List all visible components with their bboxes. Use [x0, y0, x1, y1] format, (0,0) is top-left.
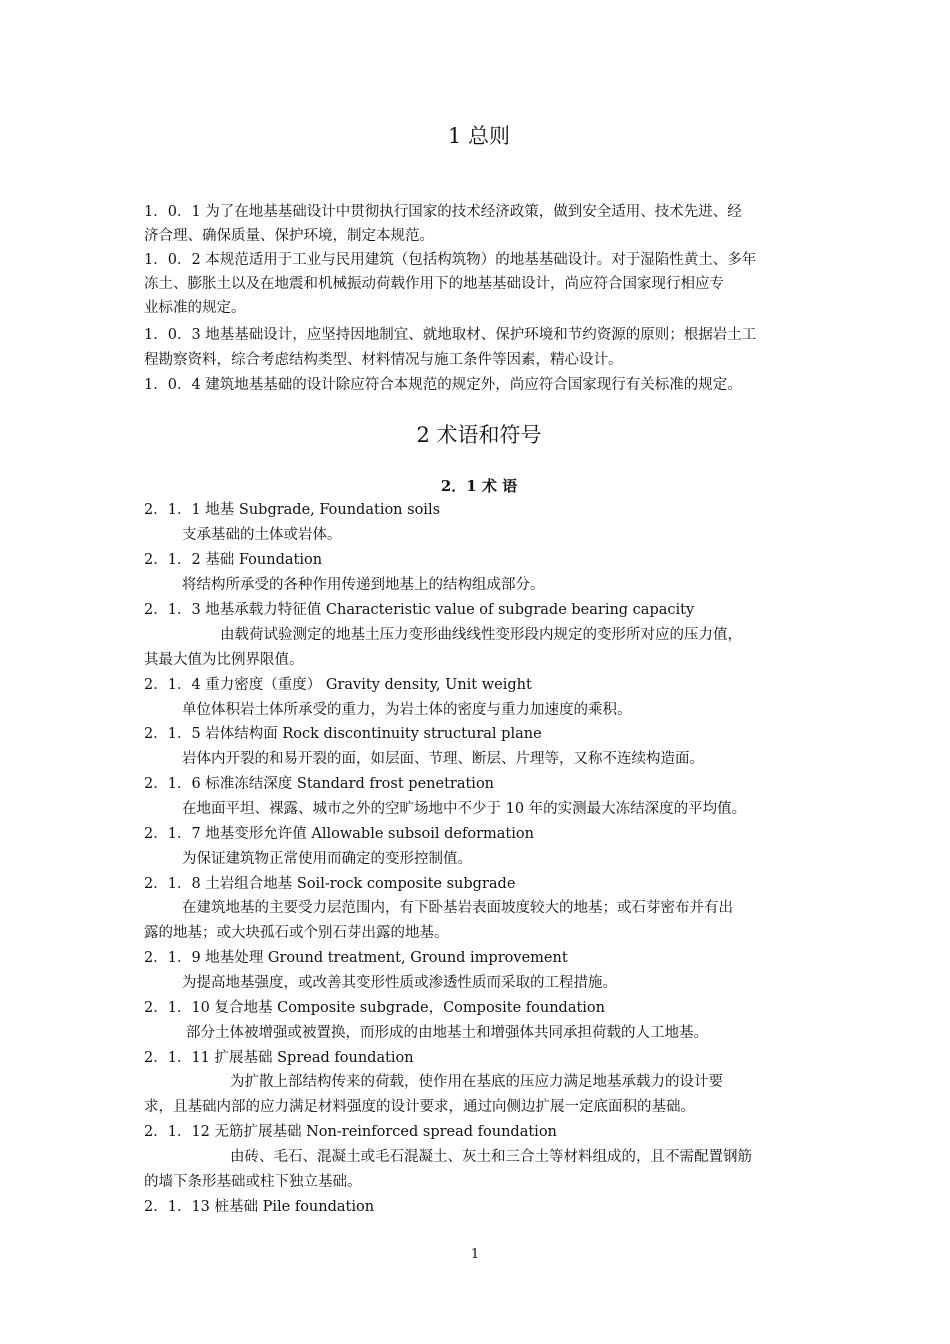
chapter-1-title: 1 总则: [447, 124, 511, 148]
term-2-1-13: 2．1．13 桩基础 Pile foundation: [144, 1199, 375, 1215]
clause-1-0-2-cont: 冻土、膨胀土以及在地震和机械振动荷载作用下的地基基础设计，尚应符合国家现行相应专: [144, 276, 724, 292]
term-2-1-2: 2．1．2 基础 Foundation: [144, 552, 323, 568]
term-2-1-5: 2．1．5 岩体结构面 Rock discontinuity structural plane: [144, 726, 542, 742]
term-2-1-3-def: 由载荷试验测定的地基土压力变形曲线线性变形段内规定的变形所对应的压力值，: [220, 627, 742, 643]
term-2-1-11-def: 为扩散上部结构传来的荷载，使作用在基底的压应力满足地基承载力的设计要: [230, 1074, 723, 1090]
clause-1-0-2-cont2: 业标准的规定。: [144, 300, 246, 316]
term-2-1-7: 2．1．7 地基变形允许值 Allowable subsoil deformation: [144, 826, 534, 842]
clause-1-0-2: 1．0．2 本规范适用于工业与民用建筑（包括构筑物）的地基基础设计。对于湿陷性黄土、多年: [144, 252, 757, 268]
section-2-1-title: 2．1 术 语: [440, 477, 518, 495]
clause-1-0-1: 1．0．1 为了在地基基础设计中贯彻执行国家的技术经济政策，做到安全适用、技术先进、经: [144, 204, 742, 220]
clause-1-0-3-cont: 程勘察资料，综合考虑结构类型、材料情况与施工条件等因素，精心设计。: [144, 352, 623, 368]
term-2-1-12: 2．1．12 无筋扩展基础 Non-reinforced spread foundation: [144, 1124, 557, 1140]
term-2-1-9: 2．1．9 地基处理 Ground treatment, Ground improvement: [144, 950, 568, 966]
clause-1-0-3: 1．0．3 地基基础设计，应坚持因地制宜、就地取材、保护环境和节约资源的原则；根据岩土工: [144, 327, 757, 343]
term-2-1-1-def: 支承基础的土体或岩体。: [182, 527, 342, 543]
chapter-2-title: 2 术语和符号: [416, 423, 542, 447]
term-2-1-8-def-cont: 露的地基；或大块孤石或个别石芽出露的地基。: [144, 925, 449, 941]
term-2-1-4: 2．1．4 重力密度（重度） Gravity density, Unit weight: [144, 677, 532, 693]
term-2-1-8: 2．1．8 土岩组合地基 Soil-rock composite subgrade: [144, 876, 516, 892]
term-2-1-3-def-cont: 其最大值为比例界限值。: [144, 652, 304, 668]
term-2-1-6-def: 在地面平坦、裸露、城市之外的空旷场地中不少于 10 年的实测最大冻结深度的平均值。: [182, 801, 747, 817]
term-2-1-11-def-cont: 求，且基础内部的应力满足材料强度的设计要求，通过向侧边扩展一定底面积的基础。: [144, 1099, 695, 1115]
term-2-1-10: 2．1．10 复合地基 Composite subgrade，Composite foundation: [144, 1000, 605, 1016]
term-2-1-12-def-cont: 的墙下条形基础或柱下独立基础。: [144, 1174, 362, 1190]
term-2-1-12-def: 由砖、毛石、混凝土或毛石混凝土、灰土和三合土等材料组成的，且不需配置钢筋: [230, 1149, 752, 1165]
term-2-1-7-def: 为保证建筑物正常使用而确定的变形控制值。: [182, 851, 472, 867]
term-2-1-9-def: 为提高地基强度，或改善其变形性质或渗透性质而采取的工程措施。: [182, 975, 617, 991]
term-2-1-4-def: 单位体积岩土体所承受的重力，为岩土体的密度与重力加速度的乘积。: [182, 702, 632, 718]
term-2-1-1: 2．1．1 地基 Subgrade, Foundation soils: [144, 502, 441, 518]
page-number: 1: [470, 1247, 480, 1262]
clause-1-0-4: 1．0．4 建筑地基基础的设计除应符合本规范的规定外，尚应符合国家现行有关标准的规定。: [144, 377, 742, 393]
term-2-1-3: 2．1．3 地基承载力特征值 Characteristic value of subgrade bearing capacity: [144, 602, 695, 618]
term-2-1-8-def: 在建筑地基的主要受力层范围内，有下卧基岩表面坡度较大的地基；或石芽密布并有出: [182, 900, 733, 916]
term-2-1-6: 2．1．6 标准冻结深度 Standard frost penetration: [144, 776, 495, 792]
term-2-1-5-def: 岩体内开裂的和易开裂的面，如层面、节理、断层、片理等，又称不连续构造面。: [182, 751, 704, 767]
clause-1-0-1-cont: 济合理、确保质量、保护环境，制定本规范。: [144, 228, 434, 244]
term-2-1-11: 2．1．11 扩展基础 Spread foundation: [144, 1050, 414, 1066]
term-2-1-2-def: 将结构所承受的各种作用传递到地基上的结构组成部分。: [182, 577, 545, 593]
term-2-1-10-def: 部分土体被增强或被置换，而形成的由地基土和增强体共同承担荷载的人工地基。: [186, 1025, 708, 1041]
